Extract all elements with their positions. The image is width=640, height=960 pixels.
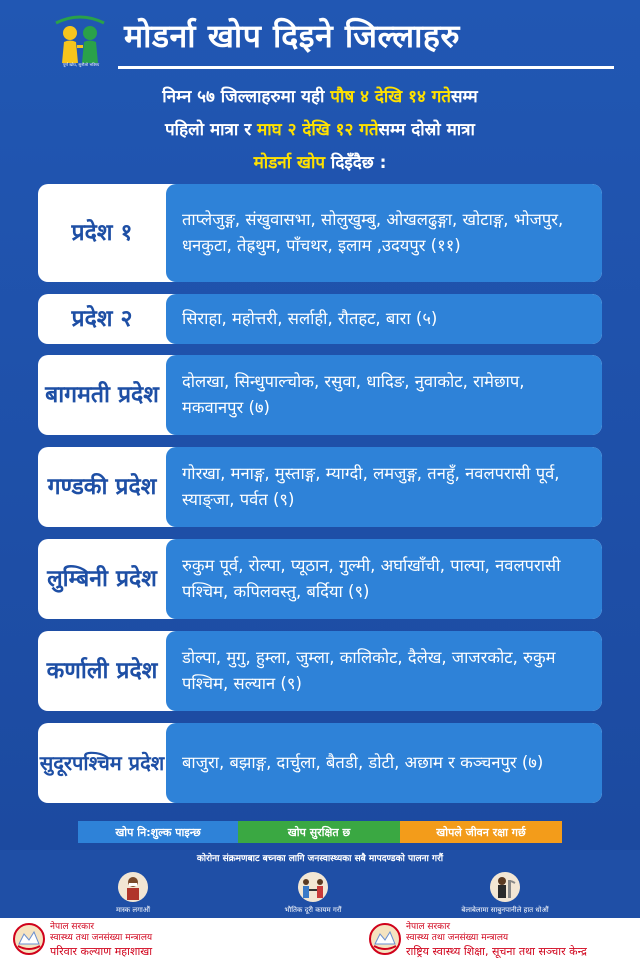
intro-highlight: मोडर्ना खोप — [253, 153, 326, 173]
province-name: कर्णाली प्रदेश — [46, 657, 158, 684]
district-list: सिराहा, महोत्तरी, सर्लाही, रौतहट, बारा (५) — [182, 308, 438, 328]
province-name: सुदूरपश्चिम प्रदेश — [39, 750, 165, 775]
district-box — [166, 447, 602, 527]
intro-text: दिइँदैछ : — [325, 153, 387, 173]
distance-label: भौतिक दूरी कायम गरौं — [284, 906, 342, 914]
footer — [0, 918, 640, 960]
mask-label: मास्क लगाऔं — [116, 906, 150, 914]
handwash-icon — [490, 872, 520, 902]
intro-text: निम्न ५७ जिल्लाहरुमा यही — [162, 87, 331, 107]
tag-free: खोप नि:शुल्क पाइन्छ — [78, 821, 238, 843]
province-row-sudurpashchim — [38, 723, 602, 803]
footer-gov: नेपाल सरकार — [406, 922, 451, 932]
distance-icon — [298, 872, 328, 902]
footer-right-text — [406, 922, 587, 958]
province-name: गण्डकी प्रदेश — [47, 473, 157, 500]
tag-safe: खोप सुरक्षित छ — [238, 821, 400, 843]
footer-ministry: स्वास्थ्य तथा जनसंख्या मन्त्रालय — [406, 933, 509, 944]
province-row-bagmati — [38, 355, 602, 435]
safety-icons — [0, 868, 640, 918]
handwash-item — [450, 872, 560, 915]
title-underline — [118, 66, 614, 69]
footer-division: परिवार कल्याण महाशाखा — [50, 944, 153, 958]
province-row-karnali — [38, 631, 602, 711]
district-list: गोरखा, मनाङ्ग, मुस्ताङ्ग, म्याग्दी, लमजुङ्ग, तनहुँ, नवलपरासी पूर्व, स्याङ्जा, पर्वत (९) — [182, 463, 560, 509]
district-box — [166, 184, 602, 282]
intro-text: सम्म — [450, 87, 478, 107]
handwash-label: बेलाबेलामा साबुनपानीले हात धोऔं — [461, 906, 549, 914]
province-row-lumbini — [38, 539, 602, 619]
intro-highlight: माघ २ देखि १२ गते — [257, 120, 379, 140]
district-box — [166, 294, 602, 344]
page-title: मोडर्ना खोप दिइने जिल्लाहरु — [124, 17, 460, 55]
footer-gov: नेपाल सरकार — [50, 922, 95, 932]
province-name: लुम्बिनी प्रदेश — [47, 565, 157, 592]
intro-line-2 — [0, 117, 640, 140]
footer-center: राष्ट्रिय स्वास्थ्य शिक्षा, सूचना तथा सञ्चार केन्द्र — [406, 944, 587, 958]
intro-text: सम्म दोस्रो मात्रा — [378, 120, 475, 140]
province-name: प्रदेश २ — [71, 305, 133, 332]
province-row-1 — [38, 184, 602, 282]
district-list: दोलखा, सिन्धुपाल्चोक, रसुवा, धादिङ, नुवाकोट, रामेछाप, मकवानपुर (७) — [182, 371, 525, 417]
covid-note: कोरोना संक्रमणबाट बच्नका लागि जनस्वास्थ्यका सबै मापदण्डको पालना गरौं — [0, 850, 640, 868]
footer-ministry: स्वास्थ्य तथा जनसंख्या मन्त्रालय — [50, 933, 153, 944]
intro-line-1 — [0, 84, 640, 107]
nepal-emblem-icon — [368, 922, 402, 956]
intro-highlight: पौष ४ देखि १४ गते — [330, 87, 451, 107]
province-name: प्रदेश १ — [71, 219, 133, 246]
district-box — [166, 355, 602, 435]
nepal-emblem-icon — [12, 922, 46, 956]
district-list: बाजुरा, बझाङ्ग, दार्चुला, बैतडी, डोटी, अछाम र कञ्चनपुर (७) — [182, 752, 544, 772]
footer-left-text — [50, 922, 152, 958]
district-list: रुकुम पूर्व, रोल्पा, प्यूठान, गुल्मी, अर्घाखाँची, पाल्पा, नवलपरासी पश्चिम, कपिलवस्तु, बर्दिया (९) — [182, 555, 561, 601]
intro-line-3 — [0, 150, 640, 173]
message-tags — [0, 821, 640, 843]
tag-protect: खोपले जीवन रक्षा गर्छ — [400, 821, 562, 843]
district-list: ताप्लेजुङ्ग, संखुवासभा, सोलुखुम्बु, ओखलढुङ्गा, खोटाङ्ग, भोजपुर, धनकुटा, तेह्रथुम, पाँचथर, इलाम ,उदयपुर (११) — [182, 209, 564, 255]
intro-text: पहिलो मात्रा र — [165, 120, 258, 140]
district-box — [166, 631, 602, 711]
distance-item — [258, 872, 368, 915]
header — [0, 0, 640, 75]
logo-caption: पूर्ण खोप, सुनौलो भविष्य — [62, 62, 100, 67]
province-row-gandaki — [38, 447, 602, 527]
district-box — [166, 723, 602, 803]
mask-item — [78, 872, 188, 915]
mask-icon — [118, 872, 148, 902]
province-row-2 — [38, 294, 602, 344]
district-list: डोल्पा, मुगु, हुम्ला, जुम्ला, कालिकोट, दैलेख, जाजरकोट, रुकुम पश्चिम, सल्यान (९) — [182, 647, 556, 693]
province-name: बागमती प्रदेश — [45, 381, 159, 408]
district-box — [166, 539, 602, 619]
